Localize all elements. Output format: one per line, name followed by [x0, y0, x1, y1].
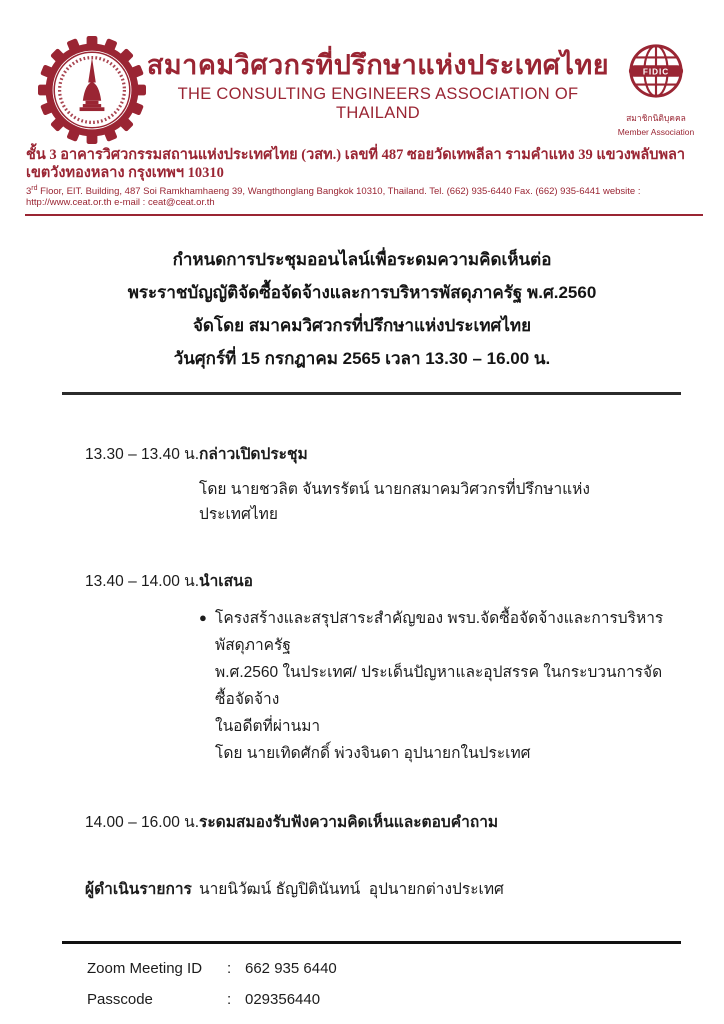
agenda-content — [199, 568, 664, 767]
member-association-thai: สมาชิกนิติบุคคล — [626, 113, 686, 123]
agenda-time: 14.00 – 16.00 น. — [85, 813, 200, 831]
agenda-bullet-item — [199, 605, 664, 767]
agenda-time: 13.40 – 14.00 น. — [85, 572, 200, 590]
document-title-block — [0, 243, 724, 375]
separator-colon: : — [227, 990, 232, 1008]
passcode-label: Passcode — [87, 990, 153, 1008]
address-block — [0, 144, 724, 208]
letterhead — [0, 0, 724, 144]
address-floor-number: 3 — [26, 186, 32, 198]
meeting-credentials — [0, 944, 724, 1008]
agenda-topic: กล่าวเปิดประชุม — [199, 445, 308, 463]
agenda-speaker: โดย นายชวลิต จันทรรัตน์ นายกสมาคมวิศวกรที่ปรึกษาแห่งประเทศไทย — [199, 480, 590, 523]
zoom-meeting-id-row — [87, 960, 664, 977]
passcode-value: 029356440 — [245, 990, 321, 1008]
title-line-2: พระราชบัญญัติจัดซื้อจัดจ้างและการบริหารพัสดุภาครัฐ พ.ศ.2560 — [127, 283, 597, 303]
agenda-row-moderator — [85, 876, 664, 901]
moderator-name: นายนิวัฒน์ ธัญปิตินันทน์ อุปนายกต่างประเทศ — [199, 880, 504, 898]
agenda-topic: ระดมสมองรับฟังความคิดเห็นและตอบคำถาม — [199, 813, 499, 831]
ceat-gear-logo-icon — [38, 36, 146, 144]
separator-colon: : — [227, 959, 232, 977]
agenda-row-presentation — [85, 568, 664, 767]
org-name-thai: สมาคมวิศวกรที่ปรึกษาแห่งประเทศไทย — [146, 50, 610, 80]
bullet-line-1: โครงสร้างและสรุปสาระสำคัญของ พรบ.จัดซื้อจัดจ้างและการบริหารพัสดุภาครัฐ — [215, 609, 664, 654]
letterhead-titles — [146, 36, 610, 123]
member-association-english: Member Association — [617, 127, 695, 137]
address-floor-ordinal: rd — [31, 185, 38, 193]
title-line-4: วันศุกร์ที่ 15 กรกฎาคม 2565 เวลา 13.30 – 16.00 น. — [173, 349, 551, 369]
title-line-1: กำหนดการประชุมออนไลน์เพื่อระดมความคิดเห็นต่อ — [172, 250, 552, 270]
org-name-english: THE CONSULTING ENGINEERS ASSOCIATION OF THAILAND — [177, 85, 579, 123]
bullet-speaker: โดย นายเทิดศักดิ์ พ่วงจินดา อุปนายกในประเทศ — [215, 744, 531, 762]
address-english — [26, 185, 700, 208]
agenda-topic: นำเสนอ — [199, 572, 253, 590]
agenda-row-brainstorm — [85, 809, 664, 834]
fidic-label: FIDIC — [642, 67, 670, 77]
agenda-row-opening — [85, 441, 664, 526]
zoom-meeting-id-label: Zoom Meeting ID — [87, 959, 203, 977]
title-line-3: จัดโดย สมาคมวิศวกรที่ปรึกษาแห่งประเทศไทย — [192, 316, 532, 336]
bullet-text — [215, 605, 664, 767]
bullet-line-2: พ.ศ.2560 ในประเทศ/ ประเด็นปัญหาและอุปสรรค ในกระบวนการจัดซื้อจัดจ้าง — [215, 663, 663, 708]
address-thai: ชั้น 3 อาคารวิศวกรรมสถานแห่งประเทศไทย (วสท.) เลขที่ 487 ซอยวัดเทพลีลา รามคำแหง 39 แขวงพลับพลา เขตวังทองหลาง กรุงเทพฯ 10310 — [26, 147, 686, 182]
agenda-content — [199, 441, 664, 526]
bullet-icon: ● — [199, 609, 207, 625]
agenda-time: 13.30 – 13.40 น. — [85, 445, 200, 463]
passcode-row — [87, 991, 664, 1008]
bullet-line-3: ในอดีตที่ผ่านมา — [215, 717, 321, 735]
fidic-globe-icon — [627, 42, 685, 100]
agenda — [0, 395, 724, 901]
address-english-rest: Floor, EIT. Building, 487 Soi Ramkhamhaeng 39, Wangthonglang Bangkok 10310, Thailand. Tel. (662) 935-6440 Fax. (662) 935-6441 website : http://www.ceat.or.th e-mail : ceat@ceat.or.th — [26, 186, 641, 209]
agenda-content — [199, 809, 664, 834]
moderator-label: ผู้ดำเนินรายการ — [85, 880, 192, 898]
zoom-meeting-id-value: 662 935 6440 — [245, 959, 337, 977]
fidic-block — [610, 36, 702, 137]
letterhead-divider — [25, 214, 703, 216]
